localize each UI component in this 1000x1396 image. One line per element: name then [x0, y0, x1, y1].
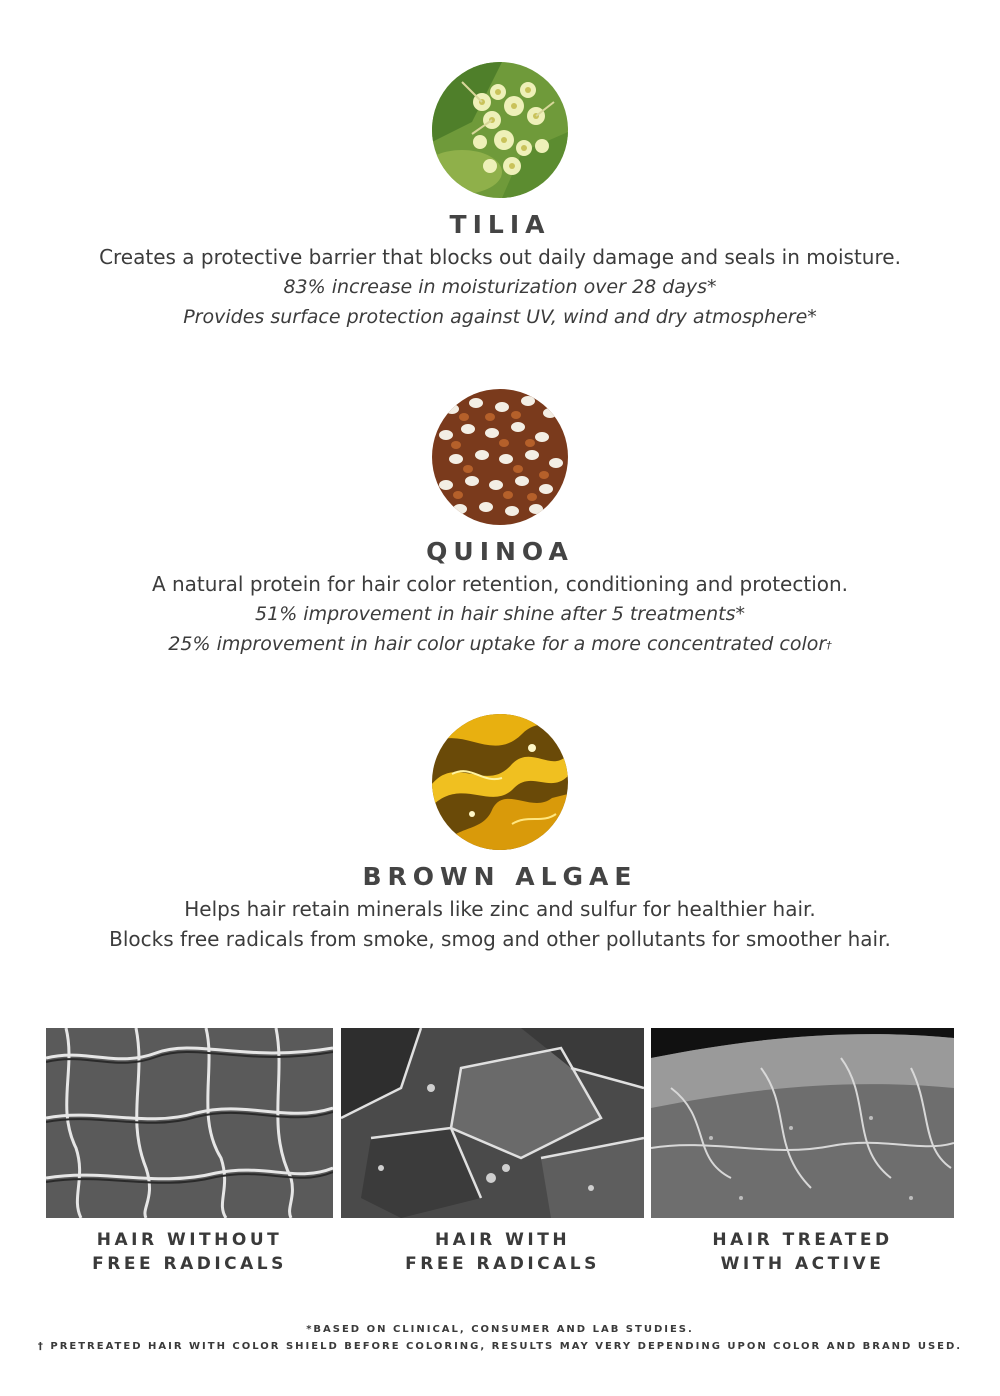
ingredient-claim: 51% improvement in hair shine after 5 treatments* [255, 603, 745, 625]
ingredient-brown-algae [0, 714, 1000, 954]
tilia-flower-image [432, 62, 568, 198]
dagger-mark: † [826, 639, 832, 652]
caption-without-free-radicals [46, 1228, 333, 1276]
caption-line: WITH ACTIVE [720, 1254, 885, 1274]
hair-photo-treated-with-active [651, 1028, 954, 1218]
ingredient-title: QUINOA [426, 537, 574, 566]
footnote-text: PRETREATED HAIR WITH COLOR SHIELD BEFORE COLORING, RESULTS MAY VERY DEPENDING UPON COLOR AND BRAND USED. [50, 1341, 963, 1352]
ingredient-description: Blocks free radicals from smoke, smog and other pollutants for smoother hair. [109, 927, 891, 951]
ingredient-description: Creates a protective barrier that blocks out daily damage and seals in moisture. [99, 245, 901, 269]
caption-line: HAIR TREATED [712, 1230, 893, 1250]
ingredient-quinoa [0, 389, 1000, 659]
footnote-2 [0, 1339, 1000, 1355]
claim-text: 25% improvement in hair color uptake for a more concentrated color [168, 633, 827, 655]
caption-line: HAIR WITHOUT [96, 1230, 283, 1250]
ingredient-claim: Provides surface protection against UV, wind and dry atmosphere* [183, 306, 817, 328]
ingredient-tilia [0, 62, 1000, 332]
caption-treated-with-active [651, 1228, 954, 1276]
caption-line: FREE RADICALS [405, 1254, 600, 1274]
footnote-1: *BASED ON CLINICAL, CONSUMER AND LAB STUDIES. [306, 1324, 694, 1335]
ingredient-title: TILIA [449, 210, 551, 239]
ingredient-description: A natural protein for hair color retention, conditioning and protection. [151, 572, 849, 596]
ingredient-claim: 83% increase in moisturization over 28 days* [283, 276, 717, 298]
caption-line: FREE RADICALS [92, 1254, 287, 1274]
ingredient-description: Helps hair retain minerals like zinc and sulfur for healthier hair. [184, 897, 816, 921]
caption-with-free-radicals [351, 1228, 654, 1276]
hair-photo-without-free-radicals [46, 1028, 333, 1218]
quinoa-grain-image [432, 389, 568, 525]
hair-comparison [46, 1028, 954, 1278]
ingredient-title: BROWN ALGAE [362, 862, 638, 891]
brown-algae-image [432, 714, 568, 850]
ingredient-claim [0, 629, 1000, 659]
hair-photo-with-free-radicals [341, 1028, 644, 1218]
caption-line: HAIR WITH [434, 1230, 571, 1250]
dagger-mark: † [37, 1341, 45, 1352]
